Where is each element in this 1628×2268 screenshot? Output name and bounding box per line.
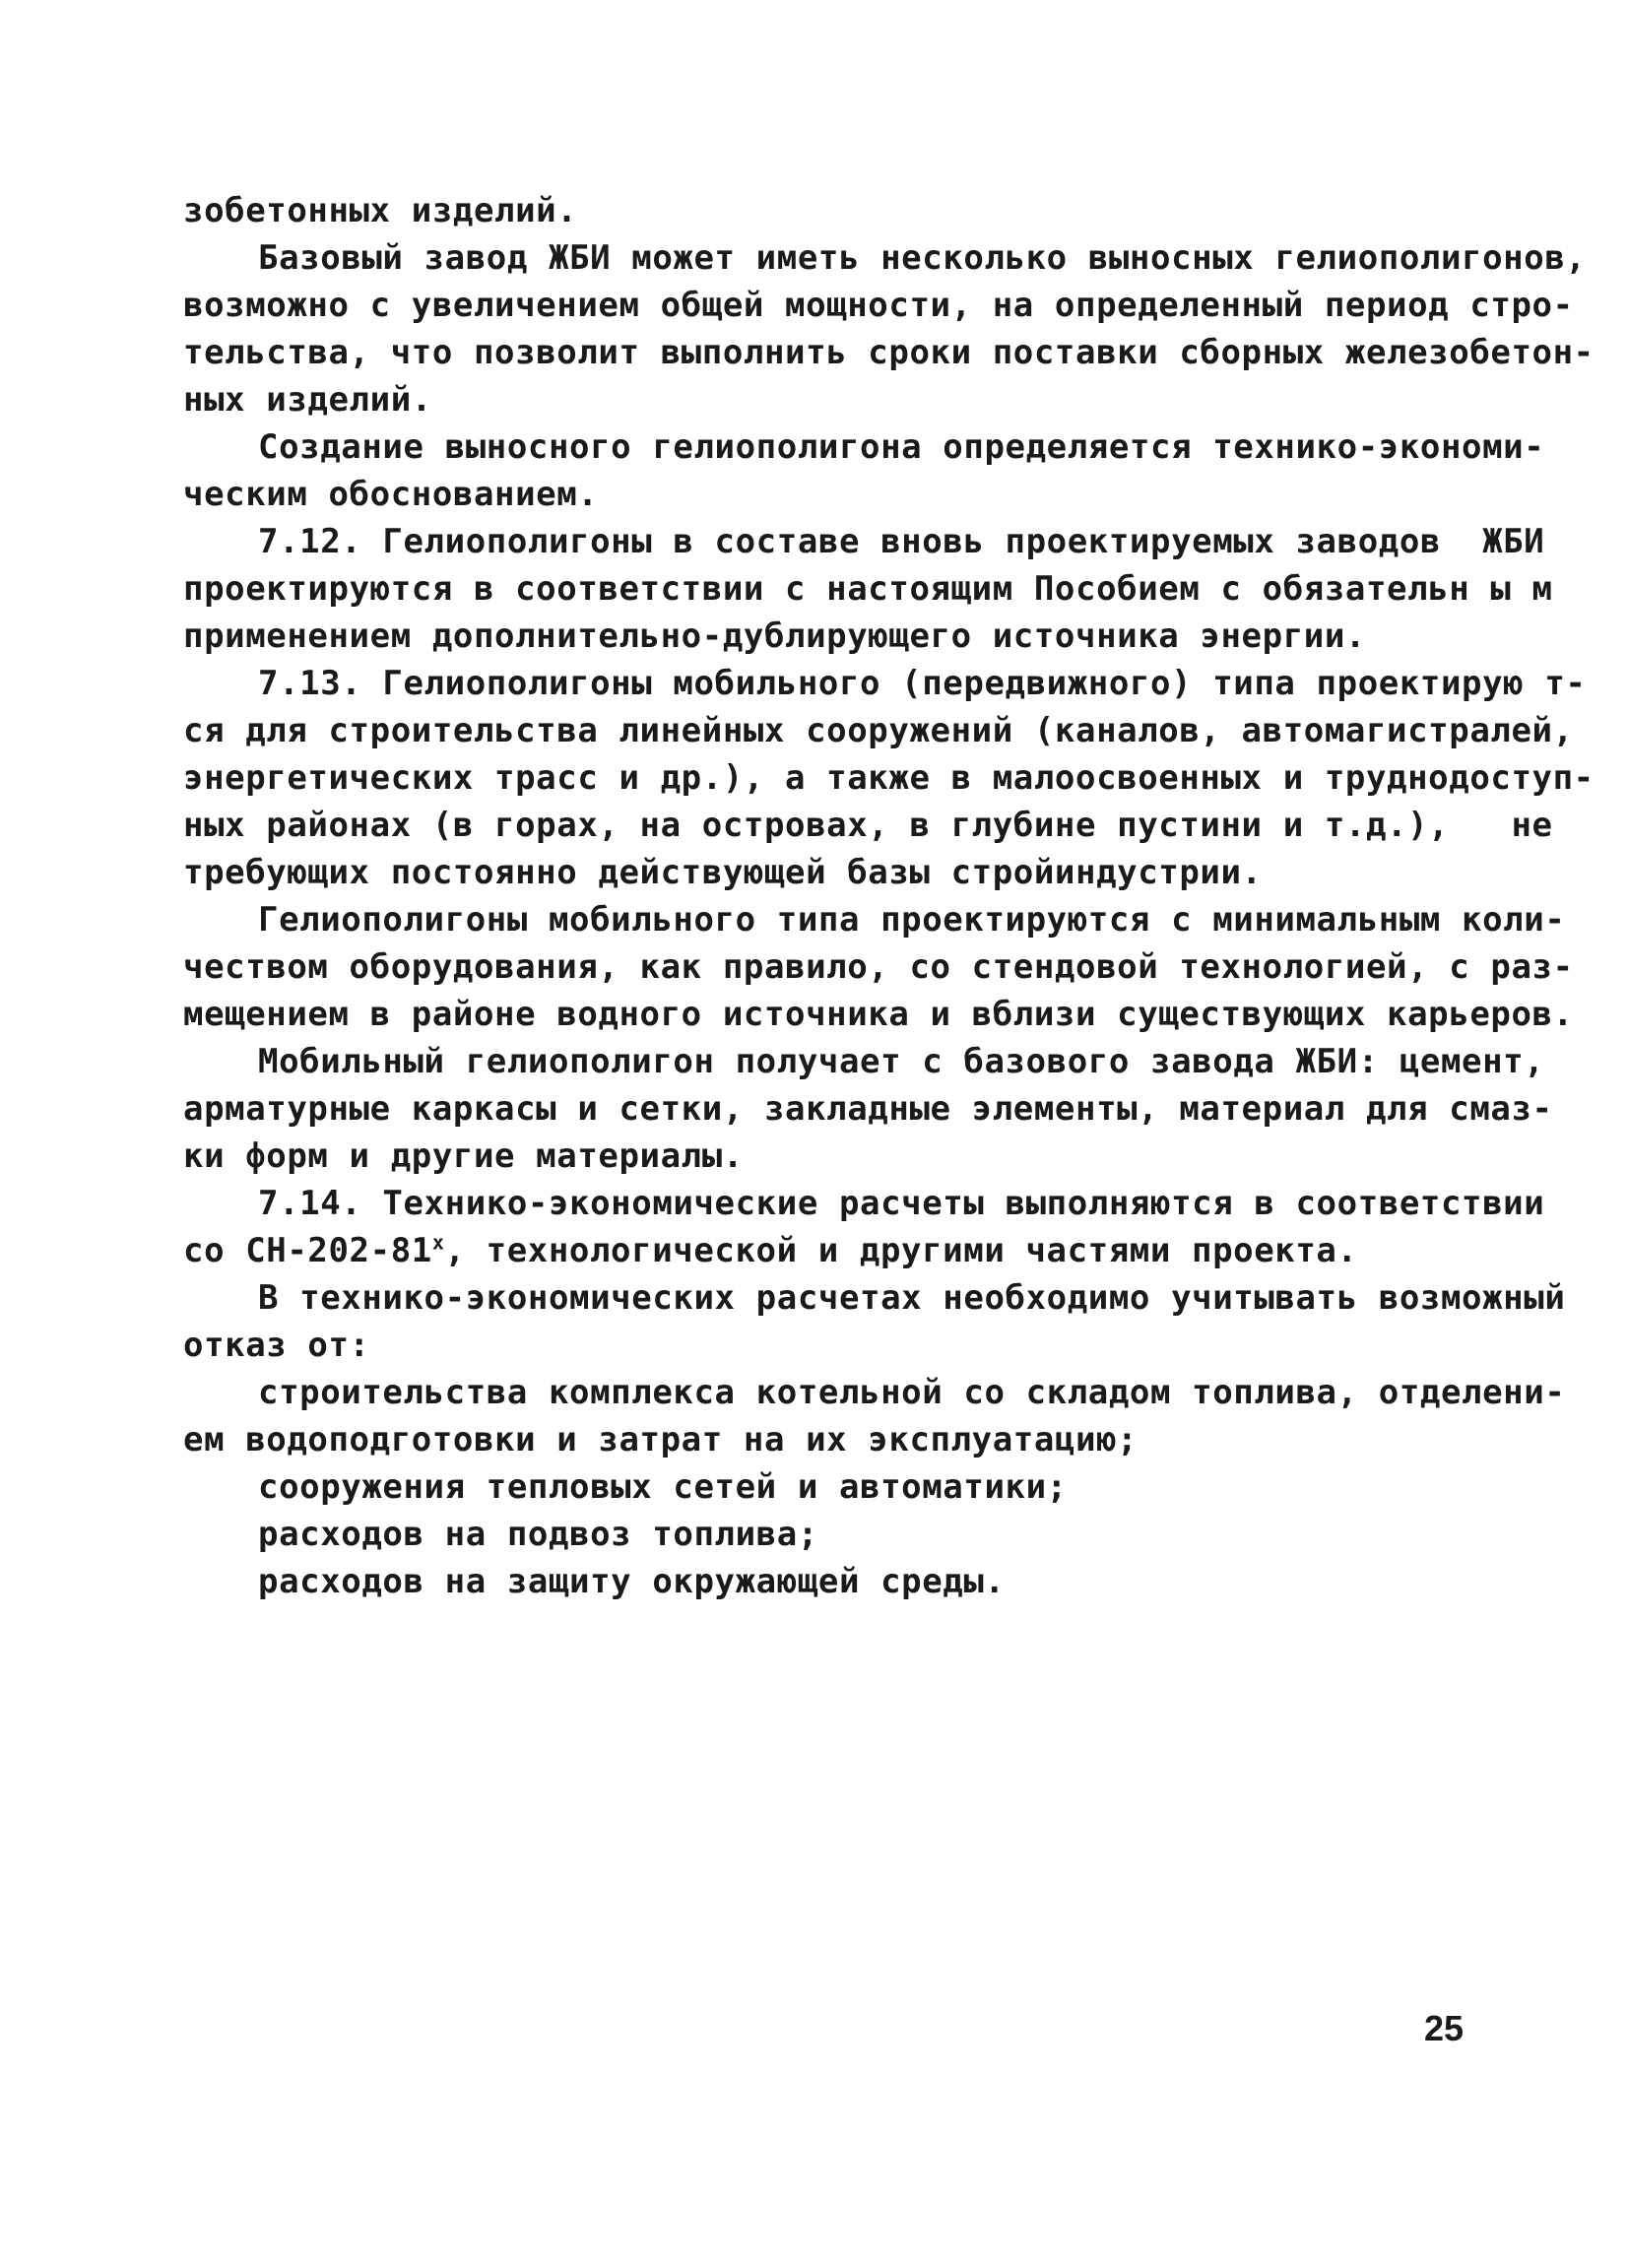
text-line: ки форм и другие материалы. [183, 1136, 744, 1176]
text-line: сооружения тепловых сетей и автоматики; [258, 1467, 1068, 1507]
text-line: 7.12. Гелиополигоны в составе вновь проектируемых заводов ЖБИ [258, 522, 1545, 561]
text-fragment: , технологической и другими частями проекта. [444, 1231, 1358, 1270]
text-line: арматурные каркасы и сетки, закладные элементы, материал для смаз- [183, 1089, 1553, 1129]
text-line-with-superscript [183, 1227, 1483, 1274]
text-line: 7.14. Технико-экономические расчеты выполняются в соответствии [258, 1184, 1545, 1223]
text-line: ем водоподготовки и затрат на их эксплуатацию; [183, 1420, 1139, 1459]
text-line: строительства комплекса котельной со складом топлива, отделени- [258, 1373, 1566, 1412]
text-line: требующих постоянно действующей базы стройиндустрии. [183, 853, 1263, 892]
text-line: Базовый завод ЖБИ может иметь несколько выносных гелиополигонов, [258, 238, 1587, 278]
text-line: ся для строительства линейных сооружений (каналов, автомагистралей, [183, 711, 1574, 750]
text-line: ческим обоснованием. [183, 475, 599, 514]
text-line: Гелиополигоны мобильного типа проектируются с минимальным коли- [258, 900, 1566, 940]
text-line: возможно с увеличением общей мощности, на определенный период стро- [183, 286, 1574, 325]
text-line: чеством оборудования, как правило, со стендовой технологией, с раз- [183, 947, 1574, 987]
text-fragment: со СН-202-81 [183, 1231, 432, 1270]
text-line: применением дополнительно-дублирующего источника энергии. [183, 616, 1366, 656]
page-number: 25 [1423, 2008, 1464, 2048]
text-line: В технико-экономических расчетах необходимо учитывать возможный [258, 1278, 1566, 1318]
text-line: тельства, что позволит выполнить сроки поставки сборных железобетон- [183, 333, 1595, 372]
text-line: отказ от: [183, 1326, 370, 1365]
text-line: 7.13. Гелиополигоны мобильного (передвижного) типа проектирую т- [258, 664, 1587, 703]
text-line: ных изделий. [183, 380, 432, 420]
superscript: х [431, 1230, 445, 1255]
text-line: Создание выносного гелиополигона определяется технико-экономи- [258, 427, 1545, 467]
text-line: расходов на подвоз топлива; [258, 1515, 818, 1554]
text-line: мещением в районе водного источника и вблизи существующих карьеров. [183, 995, 1574, 1034]
text-line: ных районах (в горах, на островах, в глубине пустини и т.д.), не [183, 806, 1553, 845]
text-line: зобетонных изделий. [183, 191, 578, 230]
text-line: энергетических трасс и др.), а также в малоосвоенных и труднодоступ- [183, 758, 1595, 798]
text-line: Мобильный гелиополигон получает с базового завода ЖБИ: цемент, [258, 1042, 1545, 1081]
text-line: расходов на защиту окружающей среды. [258, 1562, 1006, 1601]
text-line: проектируются в соответствии с настоящим Пособием с обязательн ы м [183, 569, 1553, 609]
